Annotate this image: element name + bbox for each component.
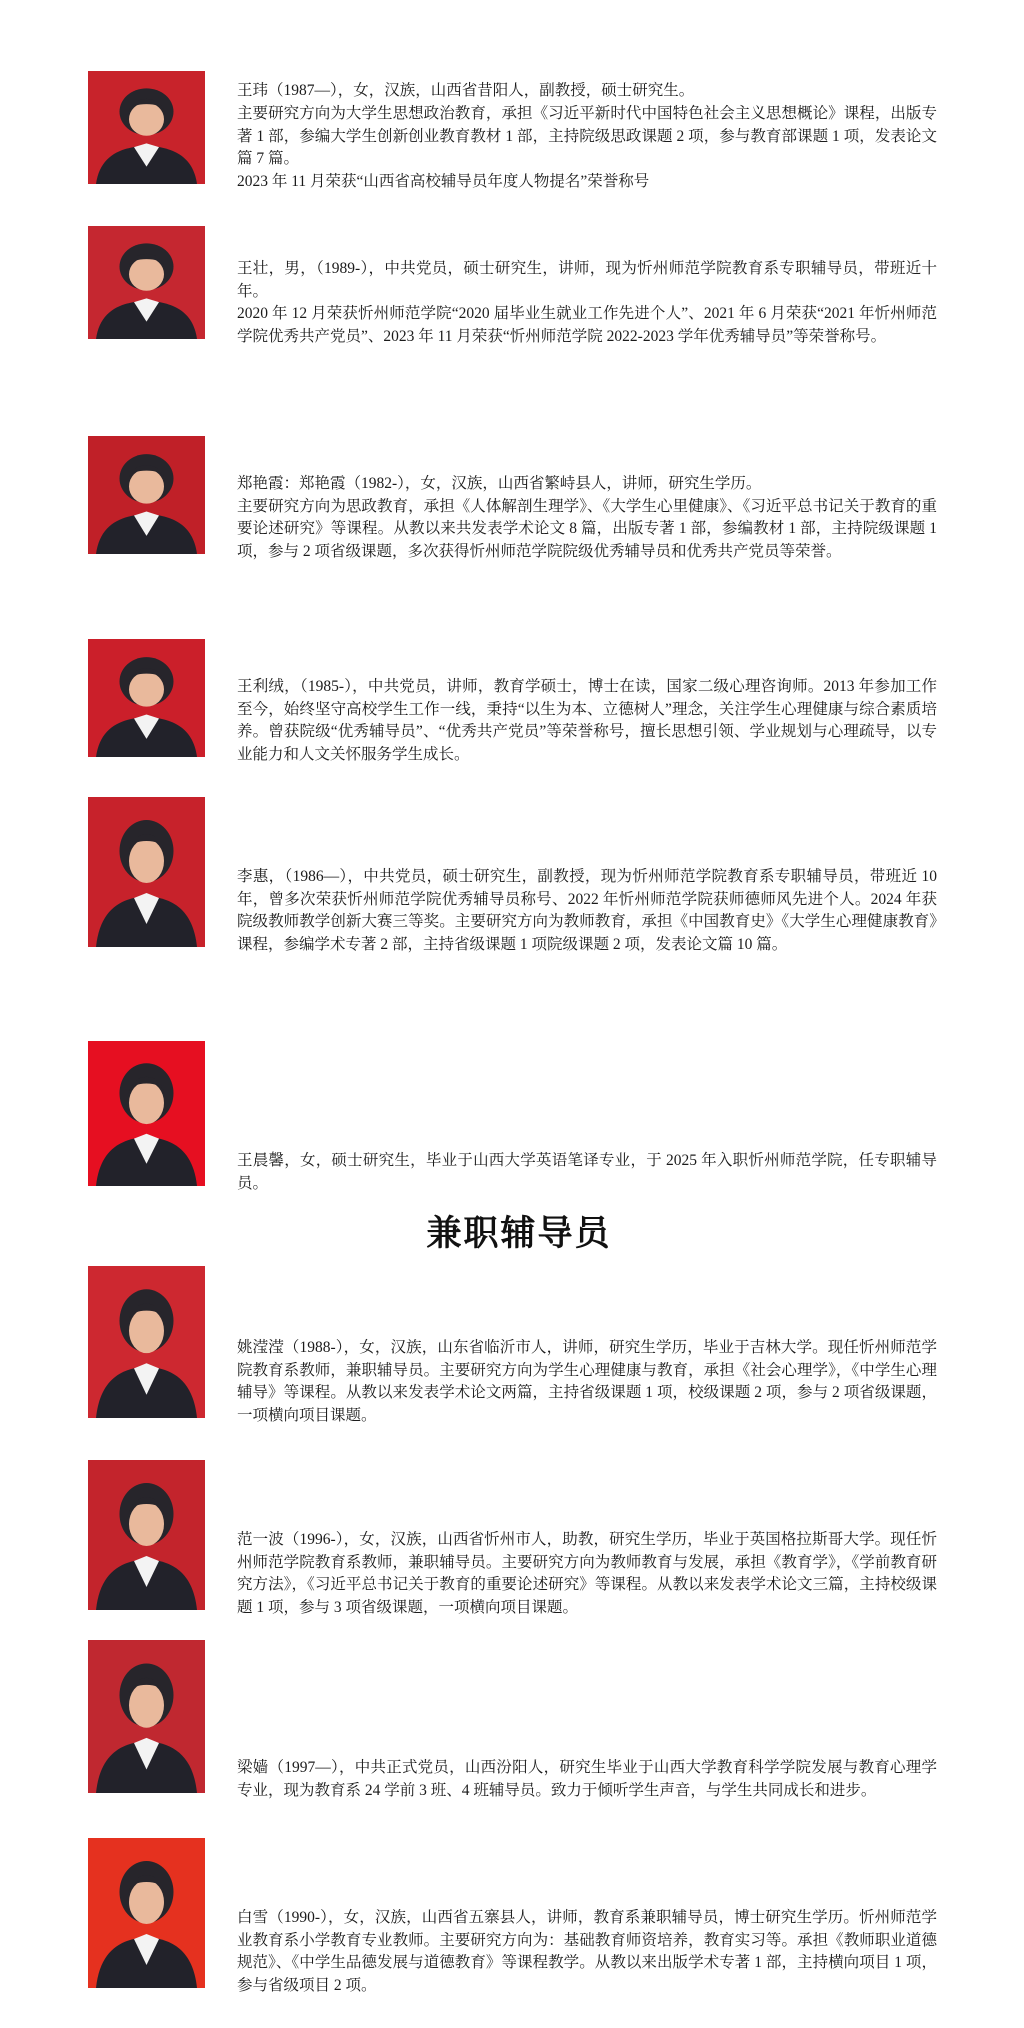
counselor-bio-text xyxy=(237,473,937,564)
bio-paragraph: 李惠，（1986—），中共党员，硕士研究生，副教授，现为忻州师范学院教育系专职辅导员，带班近 10 年，曾多次荣获忻州师范学院优秀辅导员称号、2022 年忻州师范学院获师德师风先进个人。2024 年获院级教师教学创新大赛三等奖。主要研究方向为教师教育，承担《中国教育史》《大学生心理健康教育》课程，参编学术专著 2 部，主持省级课题 1 项院级课题 2 项，发表论文篇 10 篇。 xyxy=(237,867,937,954)
counselor-bio-text xyxy=(237,1150,937,1196)
counselor-bio-text xyxy=(237,866,937,957)
staff-id-photo-王晨馨 xyxy=(88,1041,205,1186)
bio-paragraph: 梁嫱（1997—），中共正式党员，山西汾阳人，研究生毕业于山西大学教育科学学院发展与教育心理学专业，现为教育系 24 学前 3 班、4 班辅导员。致力于倾听学生声音，与学生共同成长和进步。 xyxy=(237,1759,937,1800)
person-portrait-icon xyxy=(88,436,205,554)
counselor-entry xyxy=(88,1460,950,1617)
bio-paragraph: 主要研究方向为大学生思想政治教育，承担《习近平新时代中国特色社会主义思想概论》课程，出版专著 1 部，参编大学生创新创业教育教材 1 部，主持院级思政课题 2 项，参与教育部课题 1 项，发表论文篇 7 篇。 xyxy=(237,104,937,168)
bio-paragraph: 王晨馨，女，硕士研究生，毕业于山西大学英语笔译专业，于 2025 年入职忻州师范学院，任专职辅导员。 xyxy=(237,1152,937,1193)
person-portrait-icon xyxy=(88,797,205,947)
staff-id-photo-郑艳霞 xyxy=(88,436,205,554)
part-time-section-heading: 兼职辅导员 xyxy=(426,1213,612,1253)
bio-paragraph: 主要研究方向为思政教育，承担《人体解剖生理学》、《大学生心里健康》、《习近平总书记关于教育的重要论述研究》等课程。从教以来共发表学术论文 8 篇，出版专著 1 部，参编教材 1 部，主持院级课题 1 项，参与 2 项省级课题，多次获得忻州师范学院院级优秀辅导员和优秀共产党员等荣誉。 xyxy=(237,497,937,561)
staff-id-photo-王玮 xyxy=(88,71,205,184)
full-time-counselor-list xyxy=(88,70,950,1193)
bio-paragraph: 王壮，男，（1989-），中共党员，硕士研究生，讲师，现为忻州师范学院教育系专职辅导员，带班近十年。 xyxy=(237,259,937,300)
person-portrait-icon xyxy=(88,1460,205,1610)
counselor-entry xyxy=(88,797,950,954)
bio-paragraph: 姚滢滢（1988-），女，汉族，山东省临沂市人，讲师，研究生学历，毕业于吉林大学。现任忻州师范学院教育系教师，兼职辅导员。主要研究方向为学生心理健康与教育，承担《社会心理学》，《中学生心理辅导》等课程。从教以来发表学术论文两篇，主持省级课题 1 项，校级课题 2 项，参与 2 项省级课题，一项横向项目课题。 xyxy=(237,1338,937,1425)
staff-id-photo-范一波 xyxy=(88,1460,205,1610)
staff-id-photo-王壮 xyxy=(88,226,205,339)
staff-id-photo-王利绒 xyxy=(88,639,205,757)
counselor-bio-text xyxy=(237,1757,937,1803)
counselor-bio-text xyxy=(237,1337,937,1428)
bio-paragraph: 郑艳霞：郑艳霞（1982-），女，汉族，山西省繁峙县人，讲师，研究生学历。 xyxy=(237,474,762,492)
person-portrait-icon xyxy=(88,226,205,339)
person-portrait-icon xyxy=(88,1838,205,1988)
staff-id-photo-姚滢滢 xyxy=(88,1266,205,1418)
part-time-counselor-list xyxy=(88,1266,950,1995)
person-portrait-icon xyxy=(88,1266,205,1418)
staff-id-photo-白雪 xyxy=(88,1838,205,1988)
counselor-entry xyxy=(88,1838,950,1995)
counselor-bio-text xyxy=(237,1529,937,1620)
person-portrait-icon xyxy=(88,639,205,757)
bio-paragraph: 范一波（1996-），女，汉族，山西省忻州市人，助教，研究生学历，毕业于英国格拉斯哥大学。现任忻州师范学院教育系教师，兼职辅导员。主要研究方向为教师教育与发展，承担《教育学》，《学前教育研究方法》，《习近平总书记关于教育的重要论述研究》等课程。从教以来发表学术论文三篇，主持校级课题 1 项，参与 3 项省级课题，一项横向项目课题。 xyxy=(237,1530,937,1617)
counselor-bio-text xyxy=(237,80,937,194)
bio-paragraph: 王玮（1987—），女，汉族，山西省昔阳人，副教授，硕士研究生。 xyxy=(237,82,695,99)
bio-paragraph: 王利绒，（1985-），中共党员，讲师，教育学硕士，博士在读，国家二级心理咨询师。2013 年参加工作至今，始终坚守高校学生工作一线，秉持“以生为本、立德树人”理念，关注学生心理健康与综合素质培养。曾获院级“优秀辅导员”、“优秀共产党员”等荣誉称号，擅长思想引领、学业规划与心理疏导，以专业能力和人文关怀服务学生成长。 xyxy=(237,677,937,764)
person-portrait-icon xyxy=(88,71,205,184)
staff-id-photo-李惠 xyxy=(88,797,205,947)
counselor-entry xyxy=(88,1266,950,1425)
counselor-entry xyxy=(88,70,950,191)
person-portrait-icon xyxy=(88,1640,205,1793)
counselor-entry xyxy=(88,226,950,346)
bio-paragraph: 白雪（1990-），女，汉族，山西省五寨县人，讲师，教育系兼职辅导员，博士研究生学历。忻州师范学业教育系小学教育专业教师。主要研究方向为：基础教育师资培养，教育实习等。承担《教师职业道德规范》、《中学生品德发展与道德教育》等课程教学。从教以来出版学术专著 1 部，主持横向项目 1 项，参与省级项目 2 项。 xyxy=(237,1908,937,1995)
counselor-entry xyxy=(88,639,950,764)
bio-paragraph: 2020 年 12 月荣获忻州师范学院“2020 届毕业生就业工作先进个人”、2021 年 6 月荣获“2021 年忻州师范学院优秀共产党员”、2023 年 11 月荣获“忻州师范学院 2022-2023 学年优秀辅导员”等荣誉称号。 xyxy=(237,305,937,346)
staff-id-photo-梁嫱 xyxy=(88,1640,205,1793)
counselor-bio-text xyxy=(237,258,937,349)
counselor-bio-text xyxy=(237,676,937,767)
counselor-entry xyxy=(88,1041,950,1193)
counselor-entry xyxy=(88,436,950,561)
bio-paragraph: 2023 年 11 月荣获“山西省高校辅导员年度人物提名”荣誉称号 xyxy=(237,173,650,191)
counselor-entry xyxy=(88,1640,950,1800)
person-portrait-icon xyxy=(88,1041,205,1186)
counselor-bio-text xyxy=(237,1907,937,1998)
